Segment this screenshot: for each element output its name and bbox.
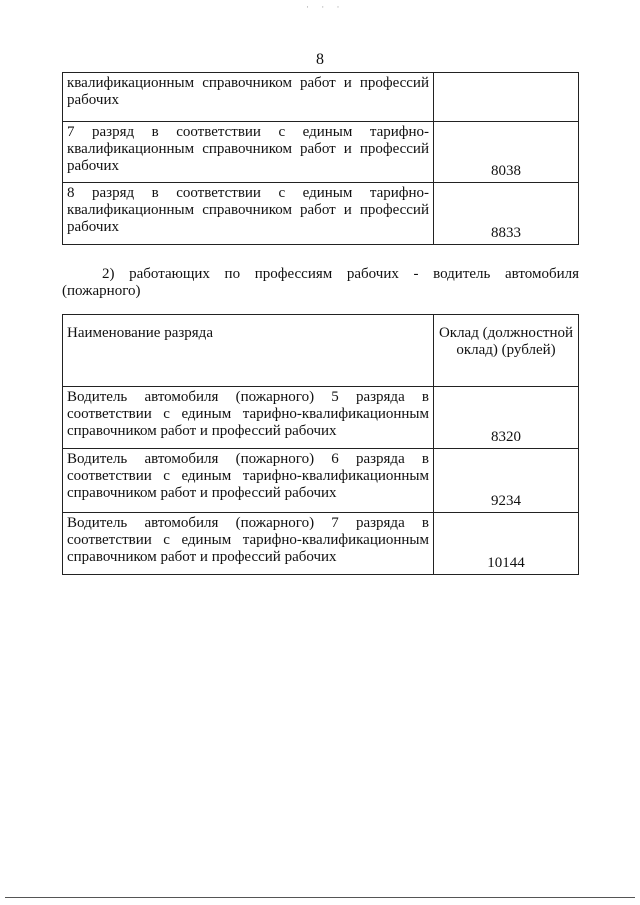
section-paragraph: 2) работающих по профессиям рабочих - водитель автомобиля (пожарного)	[62, 266, 579, 299]
grade-name-cell: Водитель автомобиля (пожарного) 7 разряда в соответствии с единым тарифно-квалификационным справочником работ и профессий рабочих	[63, 513, 434, 575]
salary-cell: 8038	[434, 122, 579, 183]
scan-artifact: · · ·	[306, 2, 345, 12]
grade-name-cell: 8 разряд в соответствии с единым тарифно-квалификационным справочником работ и профессий рабочих	[63, 183, 434, 245]
table-header-row	[63, 315, 579, 387]
grade-name-cell: Водитель автомобиля (пожарного) 6 разряда в соответствии с единым тарифно-квалификационным справочником работ и профессий рабочих	[63, 449, 434, 513]
table-row	[63, 183, 579, 245]
salary-cell: 10144	[434, 513, 579, 575]
page-number: 8	[316, 51, 324, 68]
table-row	[63, 513, 579, 575]
scan-edge-line	[5, 897, 635, 898]
driver-salary-table	[62, 314, 579, 575]
grade-name-cell: 7 разряд в соответствии с единым тарифно-квалификационным справочником работ и профессий рабочих	[63, 122, 434, 183]
header-salary: Оклад (должностной оклад) (рублей)	[434, 315, 579, 387]
salary-cell	[434, 73, 579, 122]
header-grade-name: Наименование разряда	[63, 315, 434, 387]
salary-cell: 8833	[434, 183, 579, 245]
salary-cell: 9234	[434, 449, 579, 513]
table-row	[63, 449, 579, 513]
salary-cell: 8320	[434, 387, 579, 449]
table-row	[63, 122, 579, 183]
grade-name-cell: квалификационным справочником работ и профессий рабочих	[63, 73, 434, 122]
grade-name-cell: Водитель автомобиля (пожарного) 5 разряда в соответствии с единым тарифно-квалификационным справочником работ и профессий рабочих	[63, 387, 434, 449]
salary-table-continued	[62, 72, 579, 245]
table-row	[63, 387, 579, 449]
table-row	[63, 73, 579, 122]
